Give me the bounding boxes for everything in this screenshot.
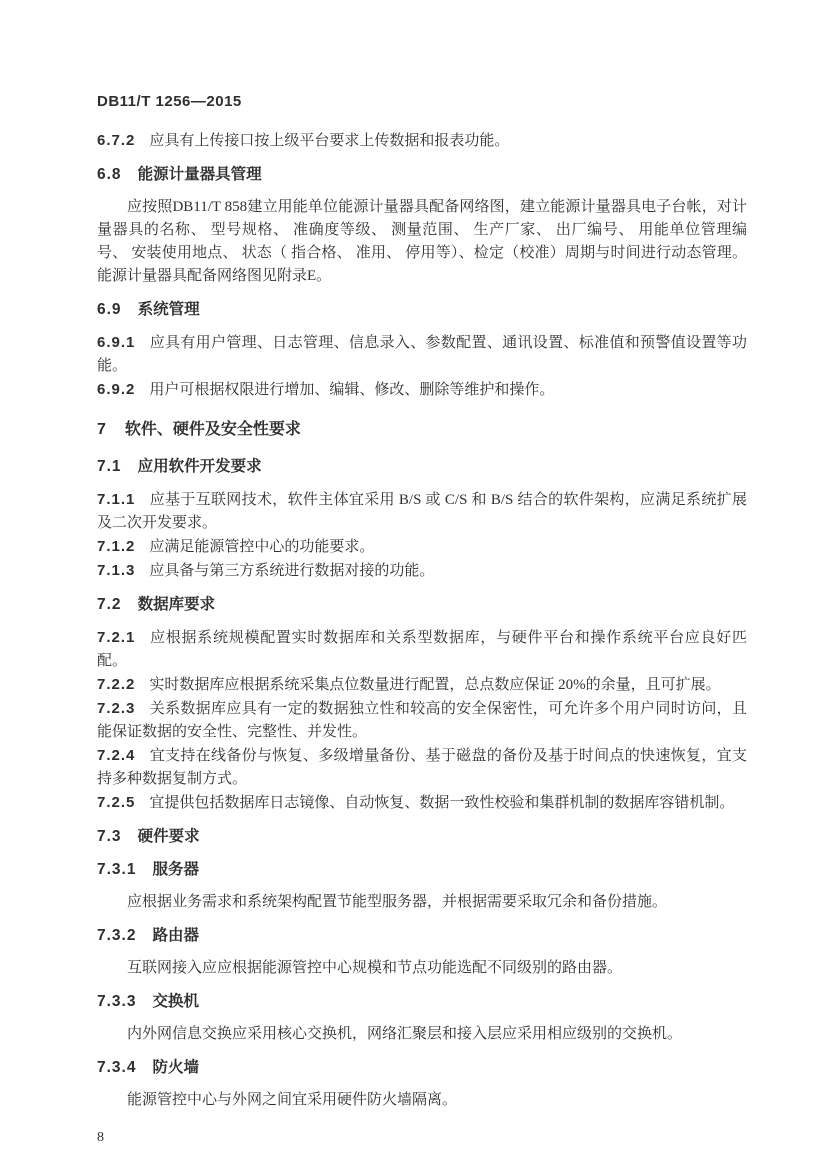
clause-number: 7.2.3 <box>97 700 136 717</box>
clause-number: 7.1.3 <box>97 562 136 579</box>
section-title: 能源计量器具管理 <box>137 166 262 183</box>
section-title: 防火墙 <box>152 1059 199 1076</box>
section-heading-7-3-4 <box>97 1056 747 1079</box>
clause-6-9-2 <box>97 378 747 402</box>
clause-7-2-5 <box>97 791 747 815</box>
section-number: 7.3.2 <box>97 927 137 944</box>
clause-7-2-3 <box>97 697 747 744</box>
clause-7-1-2 <box>97 535 747 559</box>
section-heading-7-3-2 <box>97 924 747 947</box>
section-number: 6.9 <box>97 301 122 318</box>
paragraph-7-3-3-body: 内外网信息交换应采用核心交换机，网络汇聚层和接入层应采用相应级别的交换机。 <box>127 1026 683 1042</box>
clause-text: 关系数据库应具有一定的数据独立性和较高的安全保密性，可允许多个用户同时访问，且能保证数据的安全性、完整性、并发性。 <box>97 701 747 740</box>
clause-text: 应具有上传接口按上级平台要求上传数据和报表功能。 <box>149 133 510 149</box>
section-number: 7.3.4 <box>97 1059 137 1076</box>
paragraph-7-3-1-body: 应根据业务需求和系统架构配置节能型服务器，并根据需要采取冗余和备份措施。 <box>127 894 668 910</box>
paragraph-7-3-4-body: 能源管控中心与外网之间宜采用硬件防火墙隔离。 <box>127 1092 458 1108</box>
clause-number: 7.2.2 <box>97 676 136 693</box>
section-heading-6-9 <box>97 298 747 321</box>
clause-number: 6.9.1 <box>97 334 136 351</box>
chapter-heading-7 <box>97 418 747 441</box>
clause-text: 宜提供包括数据库日志镜像、自动恢复、数据一致性校验和集群机制的数据库容错机制。 <box>149 795 735 811</box>
clause-number: 7.1.2 <box>97 538 136 555</box>
section-heading-6-8 <box>97 163 747 186</box>
standard-number-header: DB11/T 1256—2015 <box>97 93 242 110</box>
paragraph-7-3-2-body: 互联网接入应应根据能源管控中心规模和节点功能选配不同级别的路由器。 <box>127 960 623 976</box>
chapter-title: 软件、硬件及安全性要求 <box>124 421 301 438</box>
clause-number: 7.1.1 <box>97 491 136 508</box>
chapter-number: 7 <box>97 421 107 438</box>
section-title: 应用软件开发要求 <box>137 458 262 475</box>
clause-text: 应满足能源管控中心的功能要求。 <box>149 539 375 555</box>
section-number: 7.3.1 <box>97 861 137 878</box>
clause-number: 6.9.2 <box>97 381 136 398</box>
section-number: 7.3.3 <box>97 993 137 1010</box>
clause-text: 实时数据库应根据系统采集点位数量进行配置，总点数应保证 20%的余量，且可扩展。 <box>149 677 721 693</box>
section-number: 7.1 <box>97 458 122 475</box>
clause-7-1-1 <box>97 488 747 535</box>
clause-7-2-4 <box>97 744 747 791</box>
section-title: 硬件要求 <box>137 828 200 845</box>
clause-number: 7.2.1 <box>97 629 136 646</box>
section-title: 数据库要求 <box>137 596 216 613</box>
section-number: 6.8 <box>97 166 122 183</box>
clause-6-9-1 <box>97 331 747 378</box>
clause-text: 应具有用户管理、日志管理、信息录入、参数配置、通讯设置、标准值和预警值设置等功能。 <box>97 335 747 374</box>
clause-text: 应基于互联网技术，软件主体宜采用 B/S 或 C/S 和 B/S 结合的软件架构，应满足系统扩展及二次开发要求。 <box>97 492 747 531</box>
section-number: 7.3 <box>97 828 122 845</box>
clause-7-2-2 <box>97 673 747 697</box>
section-title: 交换机 <box>152 993 199 1010</box>
section-heading-7-3-3 <box>97 990 747 1013</box>
clause-7-2-1 <box>97 626 747 673</box>
clause-6-7-2 <box>97 129 747 153</box>
section-heading-7-1 <box>97 455 747 478</box>
clause-text: 应根据系统规模配置实时数据库和关系型数据库，与硬件平台和操作系统平台应良好匹配。 <box>97 630 747 669</box>
section-title: 路由器 <box>152 927 199 944</box>
clause-7-1-3 <box>97 559 747 583</box>
section-heading-7-2 <box>97 593 747 616</box>
section-heading-7-3-1 <box>97 858 747 881</box>
section-heading-7-3 <box>97 825 747 848</box>
clause-number: 7.2.4 <box>97 747 136 764</box>
page-number: 8 <box>97 1130 104 1145</box>
paragraph-6-8-body: 应按照DB11/T 858建立用能单位能源计量器具配备网络图，建立能源计量器具电子台帐，对计量器具的名称、 型号规格、 准确度等级、 测量范围、 生产厂家、 出厂编号、 用能单位管理编号、 安装使用地点、 状态（ 指合格、 准用、 停用等）、检定（校准）周期与时间进行动态管理。能源计量器具配备网络图见附录E。 <box>97 199 747 284</box>
clause-number: 7.2.5 <box>97 794 136 811</box>
clause-number: 6.7.2 <box>97 132 136 149</box>
clause-text: 宜支持在线备份与恢复、多级增量备份、基于磁盘的备份及基于时间点的快速恢复，宜支持多种数据复制方式。 <box>97 748 747 787</box>
clause-text: 应具备与第三方系统进行数据对接的功能。 <box>149 563 435 579</box>
section-number: 7.2 <box>97 596 122 613</box>
section-title: 服务器 <box>152 861 199 878</box>
section-title: 系统管理 <box>137 301 200 318</box>
clause-text: 用户可根据权限进行增加、编辑、修改、删除等维护和操作。 <box>149 382 555 398</box>
